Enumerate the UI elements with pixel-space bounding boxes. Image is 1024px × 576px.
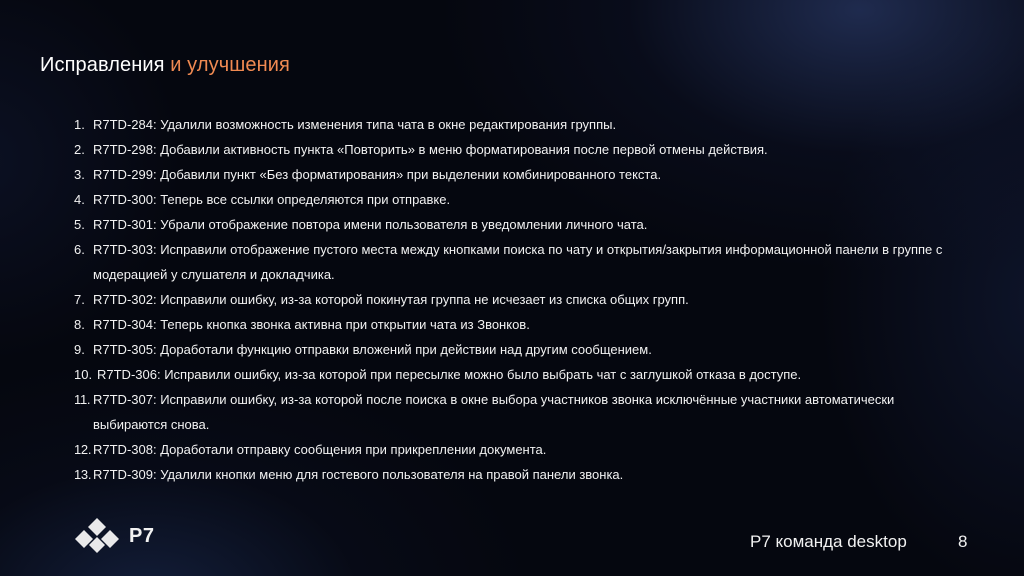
list-item bbox=[74, 187, 974, 212]
item-number: 6. bbox=[74, 242, 85, 257]
list-item bbox=[74, 387, 974, 437]
item-number: 4. bbox=[74, 192, 85, 207]
list-item bbox=[74, 362, 974, 387]
title-main: Исправления bbox=[40, 54, 165, 76]
list-item bbox=[74, 312, 974, 337]
item-number: 12. bbox=[74, 442, 92, 457]
item-text: R7TD-308: Доработали отправку сообщения при прикреплении документа. bbox=[93, 442, 547, 457]
item-number: 1. bbox=[74, 117, 85, 132]
list-item bbox=[74, 162, 974, 187]
item-text: R7TD-304: Теперь кнопка звонка активна при открытии чата из Звонков. bbox=[93, 317, 530, 332]
r7-logo bbox=[74, 517, 154, 555]
list-item bbox=[74, 287, 974, 312]
item-text: R7TD-298: Добавили активность пункта «Повторить» в меню форматирования после первой отмены действия. bbox=[93, 142, 768, 157]
item-number: 8. bbox=[74, 317, 85, 332]
list-item bbox=[74, 437, 974, 462]
logo-text: Р7 bbox=[129, 524, 155, 547]
item-text: R7TD-301: Убрали отображение повтора имени пользователя в уведомлении личного чата. bbox=[93, 217, 648, 232]
item-text: R7TD-309: Удалили кнопки меню для гостевого пользователя на правой панели звонка. bbox=[93, 467, 624, 482]
footer-team-label: Р7 команда desktop bbox=[750, 532, 907, 551]
item-number: 10. bbox=[74, 367, 93, 382]
list-item bbox=[74, 112, 974, 137]
item-text: R7TD-307: Исправили ошибку, из-за которой после поиска в окне выбора участников звонка исключённые участники автоматически выбираются снова. bbox=[93, 392, 895, 432]
item-number: 7. bbox=[74, 292, 85, 307]
item-text: R7TD-300: Теперь все ссылки определяются при отправке. bbox=[93, 192, 451, 207]
item-text: R7TD-306: Исправили ошибку, из-за которой при пересылке можно было выбрать чат с заглушкой отказа в доступе. bbox=[97, 367, 802, 382]
item-number: 11. bbox=[74, 392, 91, 407]
list-item bbox=[74, 212, 974, 237]
title-accent: и улучшения bbox=[170, 54, 290, 76]
item-text: R7TD-299: Добавили пункт «Без форматирования» при выделении комбинированного текста. bbox=[93, 167, 662, 182]
item-number: 2. bbox=[74, 142, 85, 157]
page-number: 8 bbox=[958, 532, 968, 551]
item-text: R7TD-284: Удалили возможность изменения типа чата в окне редактирования группы. bbox=[93, 117, 617, 132]
item-number: 9. bbox=[74, 342, 85, 357]
item-number: 13. bbox=[74, 467, 92, 482]
r7-diamond-logo-icon bbox=[74, 517, 120, 555]
item-number: 5. bbox=[74, 217, 85, 232]
list-item bbox=[74, 137, 974, 162]
slide-title bbox=[40, 54, 290, 77]
item-text: R7TD-305: Доработали функцию отправки вложений при действии над другим сообщением. bbox=[93, 342, 652, 357]
item-number: 3. bbox=[74, 167, 85, 182]
list-item bbox=[74, 462, 974, 487]
item-text: R7TD-302: Исправили ошибку, из-за которой покинутая группа не исчезает из списка общих групп. bbox=[93, 292, 689, 307]
fixes-list bbox=[74, 112, 974, 487]
list-item bbox=[74, 337, 974, 362]
list-item bbox=[74, 237, 974, 287]
item-text: R7TD-303: Исправили отображение пустого места между кнопками поиска по чату и открытия/закрытия информационной панели в группе с модерацией у слушателя и докладчика. bbox=[93, 242, 943, 282]
